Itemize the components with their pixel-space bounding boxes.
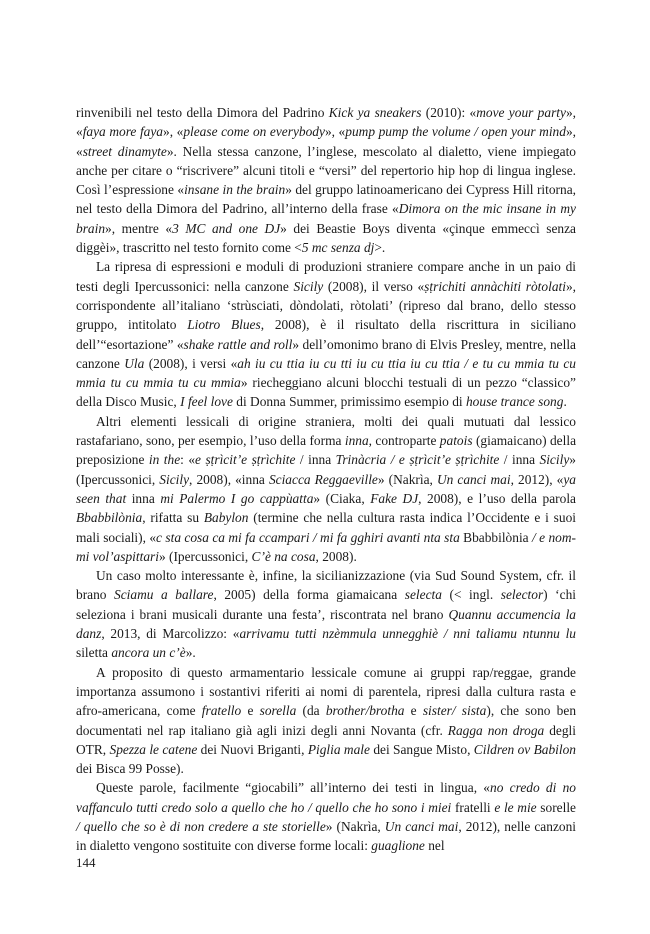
paragraph: rinvenibili nel testo della Dimora del Padrino Kick ya sneakers (2010): «move your party», «faya more faya», «please come on everybody», «pump pump the volume / open your mind», «street dinamyte». Nella stessa canzone, l’inglese, mescolato al dialetto, viene impiegato anche per citare o “riscrivere” alcuni titoli e “versi” del repertorio hip hop di lingua inglese. Così l’espressione «insane in the brain» del gruppo latinoamericano dei Cypress Hill ritorna, nel testo della Dimora del Padrino, all’interno della frase «Dimora on the mic insane in my brain», mentre «3 MC and one DJ» dei Beastie Boys diventa «çinque emmeccì senza diggèi», trascritto nel testo fornito come <5 mc senza dj>.: [76, 105, 577, 256]
page-number: 144: [76, 855, 96, 870]
paragraph: Altri elementi lessicali di origine straniera, molti dei quali mutuati dal lessico rastafariano, sono, per esempio, l’uso della forma inna, controparte patois (giamaicano) della preposizione in the: «e ṣṭrìcit’e ṣṭrìchite / inna Trinàcria / e ṣṭrìcit’e ṣṭrìchite / inna Sicily» (Ipercussonici, Sicily, 2008), «inna Sciacca Reggaeville» (Nakrìa, Un canci mai, 2012), «ya seen that inna mi Palermo I go cappùatta» (Ciaka, Fake DJ, 2008), e l’uso della parola Bbabbilònia, rifatta su Babylon (termine che nella cultura rasta indica l’Occidente e i suoi mali sociali), «c sta cosa ca mi fa ccampari / mi fa gghiri avanti nta sta Bbabbilònia / e nom-mi vol’aspittari» (Ipercussonici, C’è na cosa, 2008).: [76, 413, 577, 564]
paragraph: Un caso molto interessante è, infine, la sicilianizzazione (via Sud Sound System, cfr. il brano Sciamu a ballare, 2005) della forma giamaicana selecta (< ingl. selector) ‘chi seleziona i brani musicali durante una festa’, riscontrata nel brano Quannu accumencia la danz, 2013, di Marcolizzo: «arrivamu tutti nzèmmula unnegghiè / nni taliamu ntunnu lu siletta ancora un c’è».: [76, 568, 576, 661]
body-text: [76, 103, 576, 856]
paragraph: La ripresa di espressioni e moduli di produzioni straniere compare anche in un paio di testi degli Ipercussonici: nella canzone Sicily (2008), il verso «ṣṭrichiti annàchiti ròtolati», corrispondente all’italiano ‘strùsciati, dòndolati, ròtolati’ (ripreso dal brano, dello stesso gruppo, intitolato Liotro Blues, 2008), è il risultato della riscrittura in siciliano dell’“esortazione” «shake rattle and roll» dell’omonimo brano di Elvis Presley, mentre, nella canzone Ula (2008), i versi «ah iu cu ttia iu cu tti iu cu ttia iu cu ttia / e tu cu mmia tu cu mmia tu cu mmia tu cu mmia» riecheggiano alcuni blocchi testuali di un pezzo “classico” della Disco Music, I feel love di Donna Summer, primissimo esempio di house trance song.: [76, 259, 577, 410]
paragraph: A proposito di questo armamentario lessicale comune ai gruppi rap/reggae, grande importanza assumono i sostantivi riferiti ai nomi di parentela, ripresi dalla cultura rasta e afro-americana, come fratello e sorella (da brother/brotha e sister/ sista), che sono ben documentati nel rap italiano già agli inizi degli anni Novanta (cfr. Ragga non droga degli OTR, Spezza le catene dei Nuovi Briganti, Piglia male dei Sangue Misto, Cildren ov Babilon dei Bisca 99 Posse).: [76, 664, 577, 777]
paragraph: Queste parole, facilmente “giocabili” all’interno dei testi in lingua, «no credo di no vaffanculo tutti credo solo a quello che ho / quello che ho sono i miei fratelli e le mie sorelle / quello che so è di non credere a ste storielle» (Nakrìa, Un canci mai, 2012), nelle canzoni in dialetto vengono sostituite con diverse forme locali: guaglione nel: [76, 780, 577, 854]
